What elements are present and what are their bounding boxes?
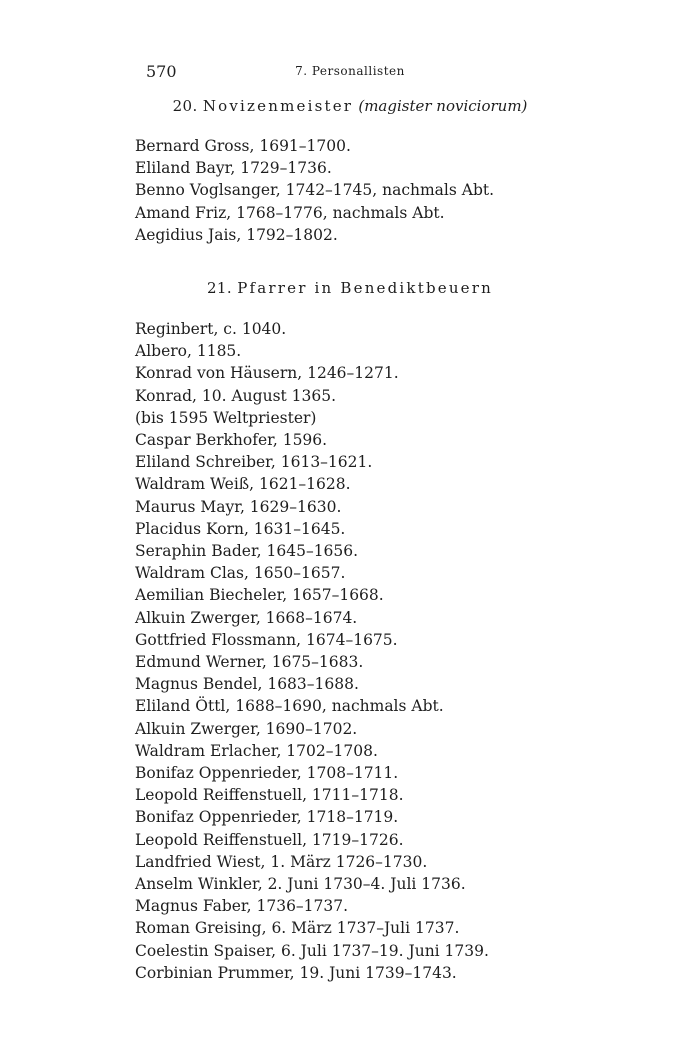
list-item: Waldram Clas, 1650–1657. xyxy=(135,564,346,583)
running-title: 7. Personallisten xyxy=(295,64,405,78)
list-item: Leopold Reiffenstuell, 1711–1718. xyxy=(135,786,404,805)
list-item: Bonifaz Oppenrieder, 1708–1711. xyxy=(135,764,399,783)
list-item: Bernard Gross, 1691–1700. xyxy=(135,137,351,155)
list-item: Caspar Berkhofer, 1596. xyxy=(135,431,328,450)
list-item: Alkuin Zwerger, 1690–1702. xyxy=(135,719,358,738)
list-item: Roman Greising, 6. März 1737–Juli 1737. xyxy=(135,919,460,938)
novizenmeister-list xyxy=(135,135,494,246)
list-item: Magnus Faber, 1736–1737. xyxy=(135,897,349,916)
list-item: Aemilian Biecheler, 1657–1668. xyxy=(135,586,384,605)
list-item: Landfried Wiest, 1. März 1726–1730. xyxy=(135,852,428,871)
list-item: Maurus Mayr, 1629–1630. xyxy=(135,497,342,516)
list-item: Magnus Bendel, 1683–1688. xyxy=(135,675,359,694)
list-item: Aegidius Jais, 1792–1802. xyxy=(135,225,338,244)
list-item: Konrad von Häusern, 1246–1271. xyxy=(135,364,399,383)
list-item: Bonifaz Oppenrieder, 1718–1719. xyxy=(135,808,399,827)
list-item: Waldram Erlacher, 1702–1708. xyxy=(135,741,378,760)
list-item: Gottfried Flossmann, 1674–1675. xyxy=(135,630,398,649)
list-item: Seraphin Bader, 1645–1656. xyxy=(135,542,359,561)
list-item: Eliland Bayr, 1729–1736. xyxy=(135,159,332,178)
pfarrer-list xyxy=(135,318,489,984)
list-item: Waldram Weiß, 1621–1628. xyxy=(135,475,351,494)
list-item: Eliland Öttl, 1688–1690, nachmals Abt. xyxy=(135,697,444,716)
list-item: Alkuin Zwerger, 1668–1674. xyxy=(135,608,358,627)
list-item: Corbinian Prummer, 19. Juni 1739–1743. xyxy=(135,963,457,982)
section-heading-novizenmeister xyxy=(0,97,700,115)
section-title: Pfarrer in Benediktbeuern xyxy=(237,279,493,297)
section-number: 20. xyxy=(172,97,198,115)
list-item: Leopold Reiffenstuell, 1719–1726. xyxy=(135,830,404,849)
section-heading-pfarrer xyxy=(0,279,700,297)
list-item: Konrad, 10. August 1365. xyxy=(135,386,337,405)
page-number: 570 xyxy=(146,62,177,81)
list-item: Coelestin Spaiser, 6. Juli 1737–19. Juni 1739. xyxy=(135,941,489,960)
list-item: Edmund Werner, 1675–1683. xyxy=(135,653,364,672)
list-item: (bis 1595 Weltpriester) xyxy=(135,408,317,427)
list-item: Amand Friz, 1768–1776, nachmals Abt. xyxy=(135,203,445,222)
list-item: Benno Voglsanger, 1742–1745, nachmals Abt. xyxy=(135,181,495,200)
list-item: Reginbert, c. 1040. xyxy=(135,320,287,338)
list-item: Placidus Korn, 1631–1645. xyxy=(135,519,346,538)
section-number: 21. xyxy=(206,279,233,297)
section-title-latin: (magister noviciorum) xyxy=(358,97,528,115)
list-item: Albero, 1185. xyxy=(135,342,242,361)
section-title: Novizenmeister xyxy=(202,97,354,115)
list-item: Eliland Schreiber, 1613–1621. xyxy=(135,453,373,472)
list-item: Anselm Winkler, 2. Juni 1730–4. Juli 1736. xyxy=(135,875,466,894)
